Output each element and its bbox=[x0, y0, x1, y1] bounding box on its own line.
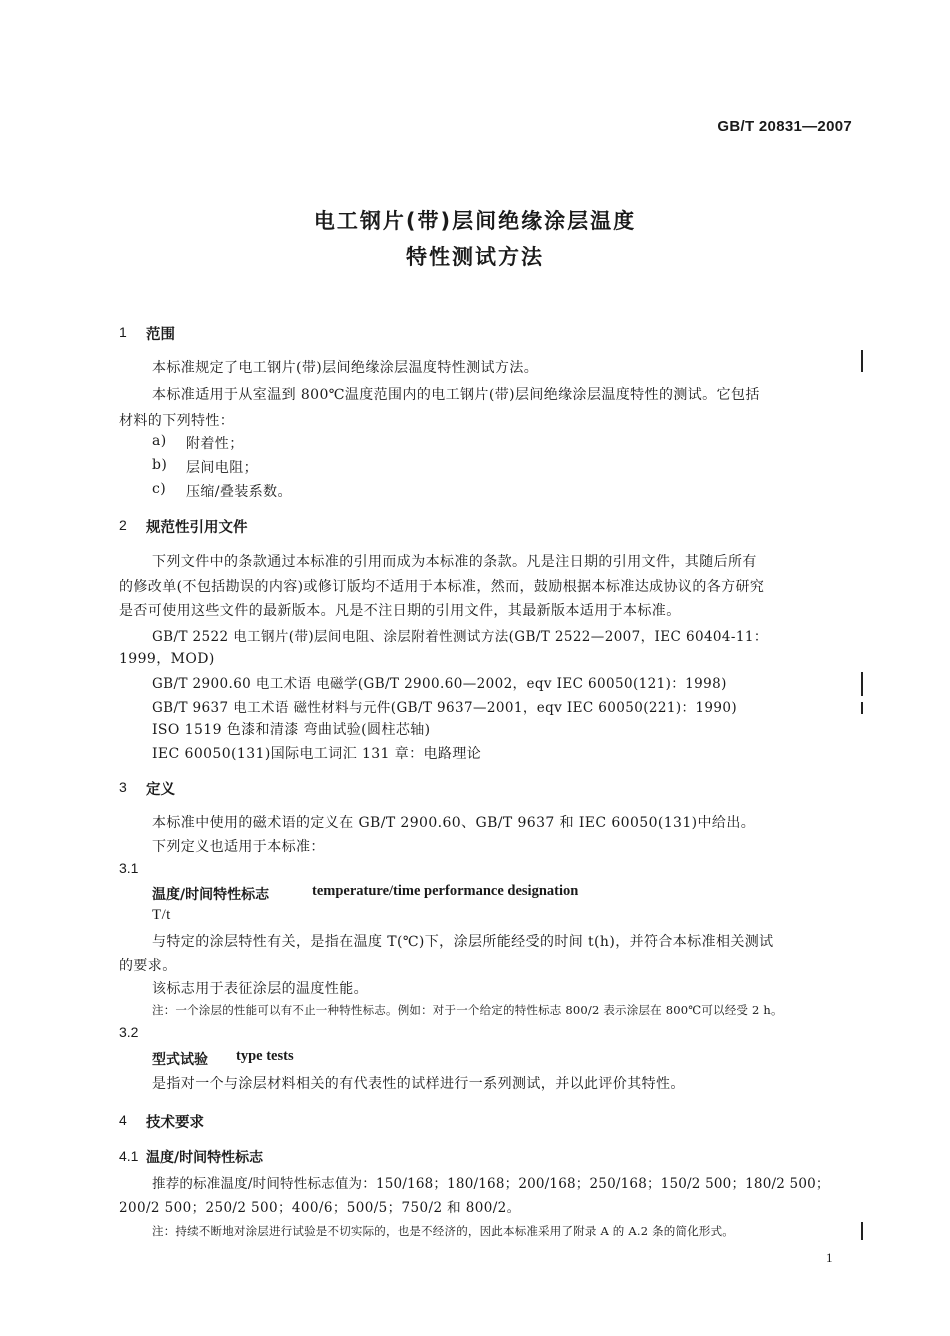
reference-entry: GB/T 2900.60 电工术语 电磁学(GB/T 2900.60—2002，eqv IEC 60050(121)：1998) bbox=[152, 676, 727, 692]
definition-text: 该标志用于表征涂层的温度性能。 bbox=[152, 981, 368, 997]
revision-bar bbox=[861, 1222, 863, 1240]
list-item-text: 层间电阻； bbox=[186, 460, 258, 476]
section-heading: 技术要求 bbox=[146, 1115, 204, 1131]
list-item-label: a) bbox=[152, 433, 167, 449]
paragraph-continuation: 的修改单(不包括勘误的内容)或修订版均不适用于本标准，然而，鼓励根据本标准达成协议的各方研究 bbox=[119, 579, 765, 595]
clause-number: 4.1 bbox=[119, 1148, 139, 1164]
reference-entry: GB/T 9637 电工术语 磁性材料与元件(GB/T 9637—2001，eqv IEC 60050(221)：1990) bbox=[152, 700, 738, 716]
definition-text: 与特定的涂层特性有关，是指在温度 T(℃)下，涂层所能经受的时间 t(h)，并符合本标准相关测试 bbox=[152, 934, 774, 950]
paragraph: 本标准规定了电工钢片(带)层间绝缘涂层温度特性测试方法。 bbox=[152, 360, 539, 376]
document-title-line2: 特性测试方法 bbox=[406, 245, 544, 269]
revision-bar bbox=[861, 350, 863, 372]
revision-bar bbox=[861, 672, 863, 696]
note: 注：持续不断地对涂层进行试验是不切实际的，也是不经济的，因此本标准采用了附录 A 的 A.2 条的简化形式。 bbox=[152, 1224, 734, 1238]
page-number: 1 bbox=[826, 1250, 833, 1265]
term-chinese: 型式试验 bbox=[152, 1052, 208, 1068]
reference-entry: GB/T 2522 电工钢片(带)层间电阻、涂层附着性测试方法(GB/T 2522—2007，IEC 60404-11： bbox=[152, 629, 768, 645]
paragraph: 本标准适用于从室温到 800℃温度范围内的电工钢片(带)层间绝缘涂层温度特性的测试。它包括 bbox=[152, 387, 760, 403]
term-symbol: T/t bbox=[152, 907, 171, 923]
section-heading: 定义 bbox=[146, 782, 175, 798]
section-number: 1 bbox=[119, 324, 127, 340]
revision-bar bbox=[861, 702, 863, 714]
section-number: 4 bbox=[119, 1112, 127, 1128]
clause-number: 3.1 bbox=[119, 860, 139, 876]
term-english: temperature/time performance designation bbox=[312, 883, 579, 899]
clause-number: 3.2 bbox=[119, 1024, 139, 1040]
list-item-label: c) bbox=[152, 481, 167, 497]
list-item-label: b) bbox=[152, 457, 168, 473]
section-number: 2 bbox=[119, 517, 127, 533]
list-item-text: 附着性； bbox=[186, 436, 244, 452]
standard-number: GB/T 20831—2007 bbox=[717, 118, 852, 135]
clause-heading: 温度/时间特性标志 bbox=[146, 1150, 264, 1166]
paragraph-continuation: 200/2 500；250/2 500；400/6；500/5；750/2 和 800/2。 bbox=[119, 1200, 521, 1216]
reference-entry-continuation: 1999，MOD) bbox=[119, 651, 215, 667]
section-number: 3 bbox=[119, 779, 127, 795]
note: 注：一个涂层的性能可以有不止一种特性标志。例如：对于一个给定的特性标志 800/2 表示涂层在 800℃可以经受 2 h。 bbox=[152, 1003, 783, 1017]
paragraph: 推荐的标准温度/时间特性标志值为：150/168；180/168；200/168；250/168；150/2 500；180/2 500； bbox=[152, 1176, 830, 1192]
section-heading: 范围 bbox=[146, 327, 175, 343]
paragraph: 下列定义也适用于本标准： bbox=[152, 839, 325, 855]
reference-entry: IEC 60050(131)国际电工词汇 131 章：电路理论 bbox=[152, 746, 482, 762]
paragraph-continuation: 是否可使用这些文件的最新版本。凡是不注日期的引用文件，其最新版本适用于本标准。 bbox=[119, 603, 681, 619]
definition-text: 是指对一个与涂层材料相关的有代表性的试样进行一系列测试，并以此评价其特性。 bbox=[152, 1076, 685, 1092]
definition-text-continuation: 的要求。 bbox=[119, 958, 177, 974]
paragraph-continuation: 材料的下列特性： bbox=[119, 413, 235, 429]
paragraph: 本标准中使用的磁术语的定义在 GB/T 2900.60、GB/T 9637 和 IEC 60050(131)中给出。 bbox=[152, 815, 756, 831]
section-heading: 规范性引用文件 bbox=[146, 520, 248, 536]
reference-entry: ISO 1519 色漆和清漆 弯曲试验(圆柱芯轴) bbox=[152, 722, 431, 738]
term-english: type tests bbox=[236, 1048, 294, 1064]
list-item-text: 压缩/叠装系数。 bbox=[186, 484, 292, 500]
document-title-line1: 电工钢片(带)层间绝缘涂层温度 bbox=[313, 209, 637, 233]
term-chinese: 温度/时间特性标志 bbox=[152, 887, 270, 903]
paragraph: 下列文件中的条款通过本标准的引用而成为本标准的条款。凡是注日期的引用文件，其随后所有 bbox=[152, 554, 757, 570]
